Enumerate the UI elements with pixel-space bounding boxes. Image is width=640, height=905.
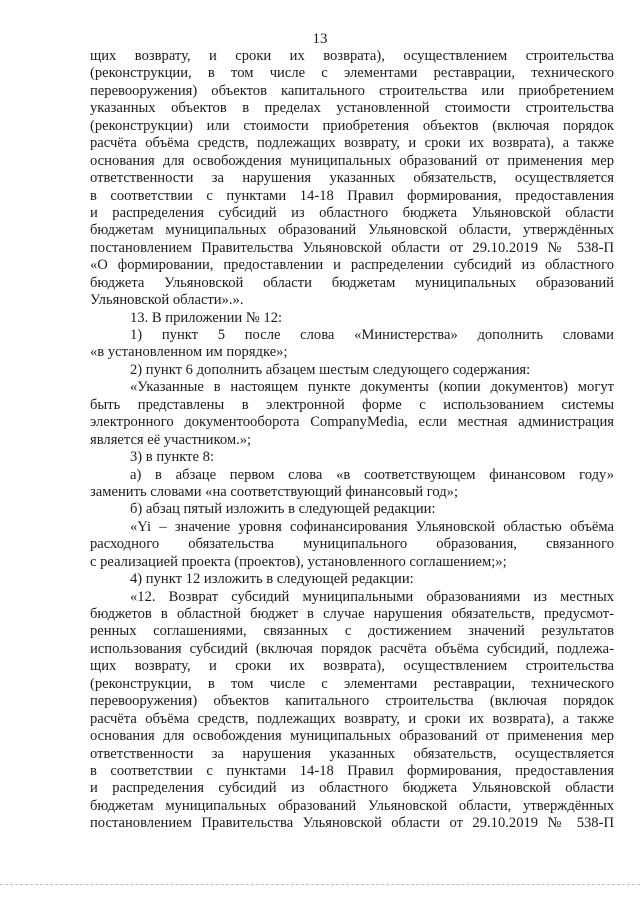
text-line: (реконструкции, в том числе с элементами реставрации, технического xyxy=(90,65,614,82)
text-line: в соответствии с пунктами 14-18 Правил формирования, предоставления xyxy=(90,187,614,204)
text-line: с реализацией проекта (проектов), установленного соглашением;»; xyxy=(90,553,507,570)
text-line: расчёта объёма средств, подлежащих возврату, и сроки их возврата), а также xyxy=(90,710,614,727)
text-line: заменить словами «на соответствующий финансовый год»; xyxy=(90,483,459,500)
text-line: в соответствии с пунктами 14-18 Правил формирования, предоставления xyxy=(90,762,614,779)
text-line: «Yi – значение уровня софинансирования Ульяновской областью объёма xyxy=(130,518,614,535)
text-line: быть представлены в электронной форме с использованием системы xyxy=(90,396,614,413)
text-line: бюджета Ульяновской области бюджетам муниципальных образований xyxy=(90,274,614,291)
text-line: расчёта объёма средств, подлежащих возврату, и сроки их возврата), а также xyxy=(90,135,614,152)
text-line: расходного обязательства муниципального образования, связанного xyxy=(90,536,614,553)
text-line: (реконструкции) или стоимости приобретения объектов (включая порядок xyxy=(90,117,614,134)
page-bottom-edge xyxy=(0,884,640,885)
text-line: ответственности за нарушения указанных обязательств, осуществляется xyxy=(90,170,614,187)
text-line: 1) пункт 5 после слова «Министерства» дополнить словами xyxy=(130,327,614,343)
text-line: «12. Возврат субсидий муниципальными образованиями из местных xyxy=(130,588,614,605)
text-line: ренных соглашениями, связанных с достижением значений результатов xyxy=(90,623,614,640)
text-line: является её участником.»; xyxy=(90,431,252,448)
text-line: (реконструкции, в том числе с элементами реставрации, технического xyxy=(90,675,614,692)
text-line: электронного документооборота CompanyMedia, если местная администрация xyxy=(90,414,614,431)
text-line: постановлением Правительства Ульяновской области от 29.10.2019 № 538-П xyxy=(90,815,614,832)
page-number: 13 xyxy=(312,31,328,47)
text-line: и распределения субсидий из областного бюджета Ульяновской области xyxy=(90,780,614,797)
text-line: постановлением Правительства Ульяновской области от 29.10.2019 № 538-П xyxy=(90,239,614,256)
text-line: перевооружения) объектов капитального строительства или приобретением xyxy=(90,82,614,99)
text-line: 4) пункт 12 изложить в следующей редакции: xyxy=(130,571,414,588)
text-line: Ульяновской области».». xyxy=(90,292,244,309)
text-line: щих возврату, и сроки их возврата), осуществлением строительства xyxy=(90,658,614,675)
text-line: основания для освобождения муниципальных образований от применения мер xyxy=(90,152,614,169)
text-line: щих возврату, и сроки их возврата), осуществлением строительства xyxy=(90,48,614,64)
text-line: 2) пункт 6 дополнить абзацем шестым следующего содержания: xyxy=(130,361,531,378)
text-line: б) абзац пятый изложить в следующей редакции: xyxy=(130,501,436,518)
text-line: «Указанные в настоящем пункте документы (копии документов) могут xyxy=(130,379,614,396)
text-line: 13. В приложении № 12: xyxy=(130,309,283,326)
text-line: бюджетов в областной бюджет в случае нарушения обязательств, предусмот- xyxy=(90,606,614,622)
text-line: 3) в пункте 8: xyxy=(130,449,215,466)
text-line: бюджетам муниципальных образований Ульяновской области, утверждённых xyxy=(90,797,614,814)
text-line: бюджетам муниципальных образований Ульяновской области, утверждённых xyxy=(90,222,614,239)
text-line: ответственности за нарушения указанных обязательств, осуществляется xyxy=(90,745,614,762)
document-body xyxy=(90,48,614,833)
text-line: основания для освобождения муниципальных образований от применения мер xyxy=(90,728,614,745)
text-line: «в установленном им порядке»; xyxy=(90,344,288,361)
text-line: указанных объектов в пределах установленной стоимости строительства xyxy=(90,100,614,117)
text-line: и распределения субсидий из областного бюджета Ульяновской области xyxy=(90,204,614,221)
text-line: а) в абзаце первом слова «в соответствующем финансовом году» xyxy=(130,466,614,483)
text-line: перевооружения) объектов капитального строительства (включая порядок xyxy=(90,693,614,710)
text-line: использования субсидий (включая порядок расчёта объёма субсидий, подлежа- xyxy=(90,640,614,657)
text-line: «О формировании, предоставлении и распределении субсидий из областного xyxy=(90,257,614,274)
